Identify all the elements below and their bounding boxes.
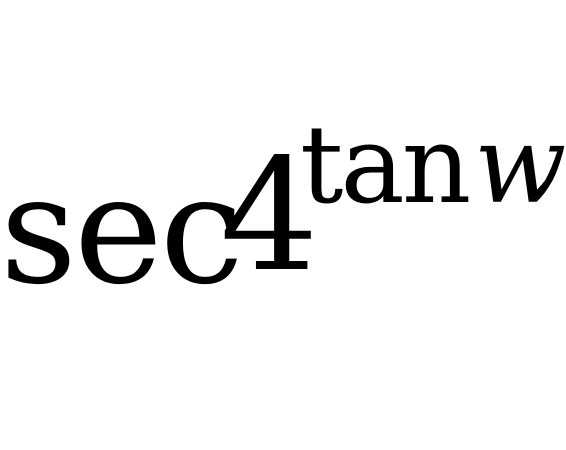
tangent-function-name: tan — [300, 103, 469, 228]
base-number: 4 — [220, 125, 319, 306]
secant-function-name: sec — [0, 144, 241, 318]
variable-w: w — [474, 103, 566, 228]
